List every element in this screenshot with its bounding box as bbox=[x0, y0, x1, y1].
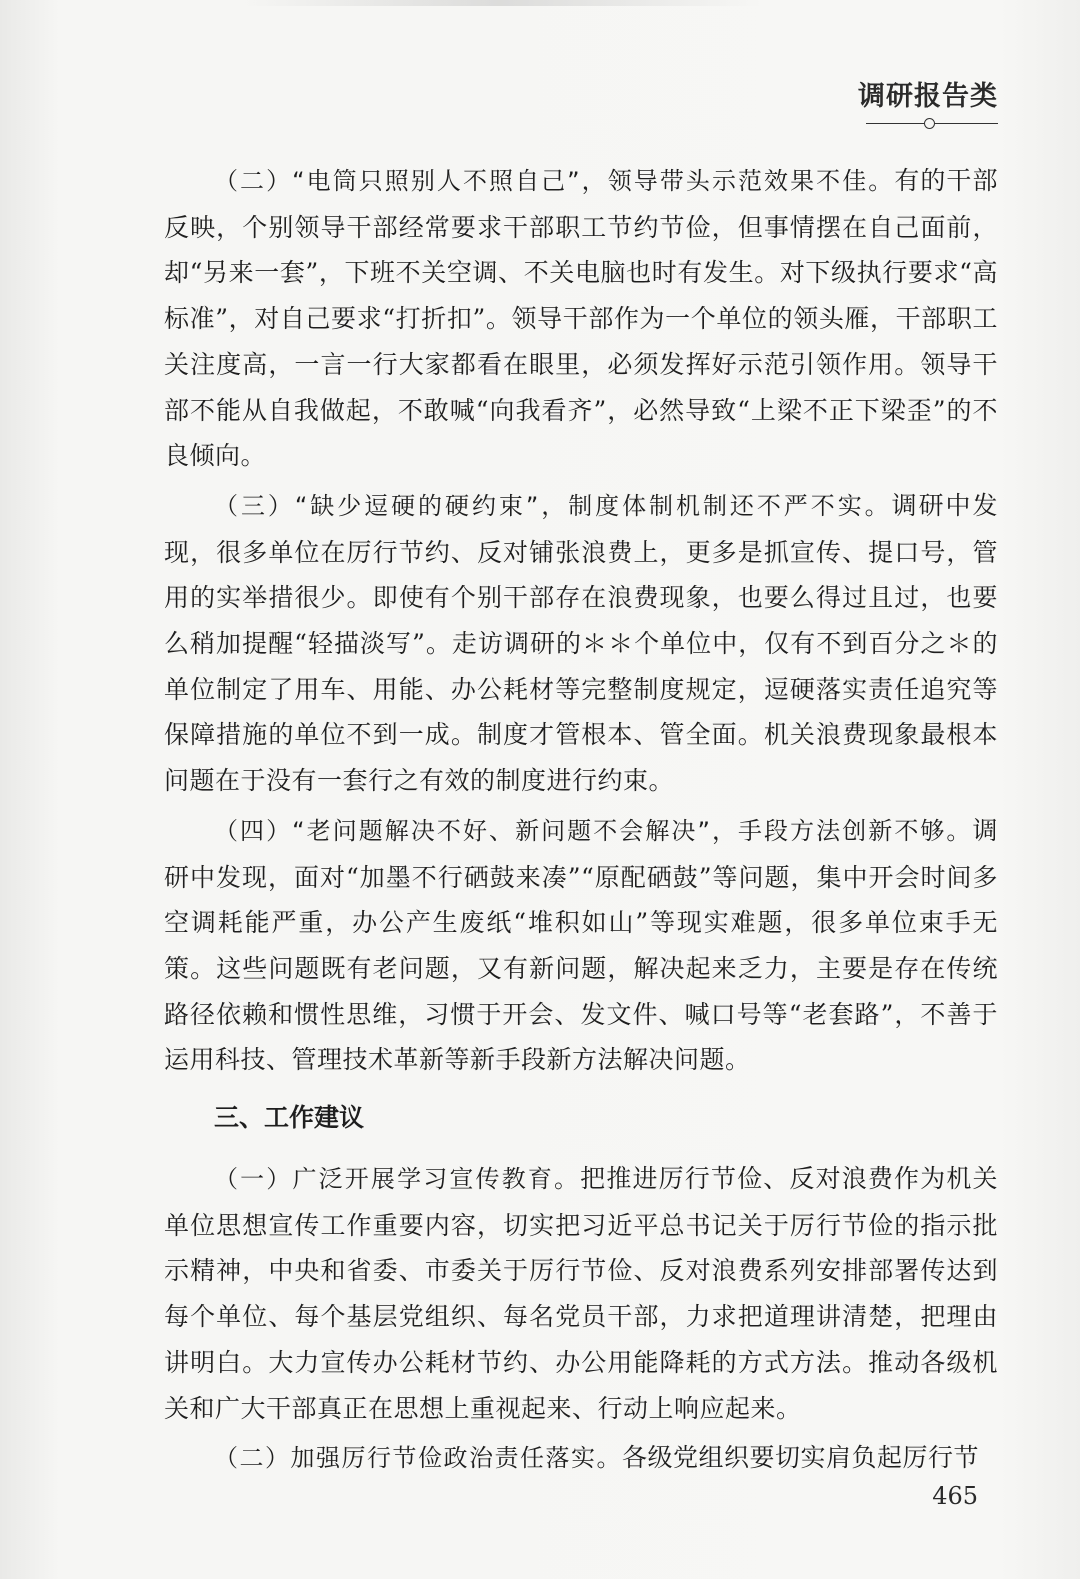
paragraph-body: 调研中发现，很多单位在厉行节约、反对铺张浪费上，更多是抓宣传、提口号，管用的实举措很少。即使有个别干部存在浪费现象，也要么得过且过，也要么稍加提醒“轻描淡写”。走访调研的＊＊个单位中，仅有不到百分之＊的单位制定了用车、用能、办公耗材等完整制度规定，逗硬落实责任追究等保障措施的单位不到一成。制度才管根本、管全面。机关浪费现象最根本问题在于没有一套行之有效的制度进行约束。 bbox=[164, 490, 998, 796]
header-ornament-rule bbox=[866, 117, 998, 131]
paragraph-suggestion-1 bbox=[164, 1156, 998, 1431]
paragraph-issue-3 bbox=[164, 483, 998, 804]
section-heading: 三、工作建议 bbox=[214, 1103, 365, 1133]
paragraph-body: 各级党组织要切实肩负起厉行节 bbox=[622, 1443, 980, 1473]
paragraph-issue-4 bbox=[164, 808, 998, 1083]
paragraph-body: 把推进厉行节俭、反对浪费作为机关单位思想宣传工作重要内容，切实把习近平总书记关于厉行节俭的指示批示精神，中央和省委、市委关于厉行节俭、反对浪费系列安排部署传达到每个单位、每个基层党组织、每名党员干部，力求把道理讲清楚，把理由讲明白。大力宣传办公耗材节约、办公用能降耗的方式方法。推动各级机关和广大干部真正在思想上重视起来、行动上响应起来。 bbox=[164, 1164, 998, 1423]
header-rule-circle-icon bbox=[924, 118, 935, 129]
running-header bbox=[858, 74, 998, 131]
page-body bbox=[164, 158, 998, 1486]
paragraph-body: 有的干部反映，个别领导干部经常要求干部职工节约节俭，但事情摆在自己面前，却“另来一套”，下班不关空调、不关电脑也时有发生。对下级执行要求“高标准”，对自己要求“打折扣”。领导干部作为一个单位的领头雁，干部职工关注度高，一言一行大家都看在眼里，必须发挥好示范引领作用。领导干部不能从自我做起，不敢喊“向我看齐”，必然导致“上梁不正下梁歪”的不良倾向。 bbox=[164, 166, 998, 471]
paragraph-lead: （四）“老问题解决不好、新问题不会解决”，手段方法创新不够。 bbox=[214, 816, 973, 845]
paragraph-issue-2 bbox=[164, 158, 998, 479]
scan-shadow bbox=[240, 0, 760, 6]
page-number: 465 bbox=[932, 1482, 978, 1510]
paragraph-lead: （二）“电筒只照别人不照自己”，领导带头示范效果不佳。 bbox=[214, 167, 895, 195]
paragraph-lead: （三）“缺少逗硬的硬约束”，制度体制机制还不严不实。 bbox=[214, 491, 892, 520]
running-header-title: 调研报告类 bbox=[858, 81, 998, 112]
paragraph-lead: （一）广泛开展学习宣传教育。 bbox=[214, 1165, 581, 1194]
paragraph-suggestion-2 bbox=[164, 1435, 998, 1482]
paragraph-body: 调研中发现，面对“加墨不行硒鼓来凑”“原配硒鼓”等问题，集中开会时间多空调耗能严重，办公产生废纸“堆积如山”等现实难题，很多单位束手无策。这些问题既有老问题，又有新问题，解决起来乏力，主要是存在传统路径依赖和惯性思维，习惯于开会、发文件、喊口号等“老套路”，不善于运用科技、管理技术革新等新手段新方法解决问题。 bbox=[164, 815, 998, 1075]
paragraph-lead: （二）加强厉行节俭政治责任落实。 bbox=[214, 1444, 622, 1473]
